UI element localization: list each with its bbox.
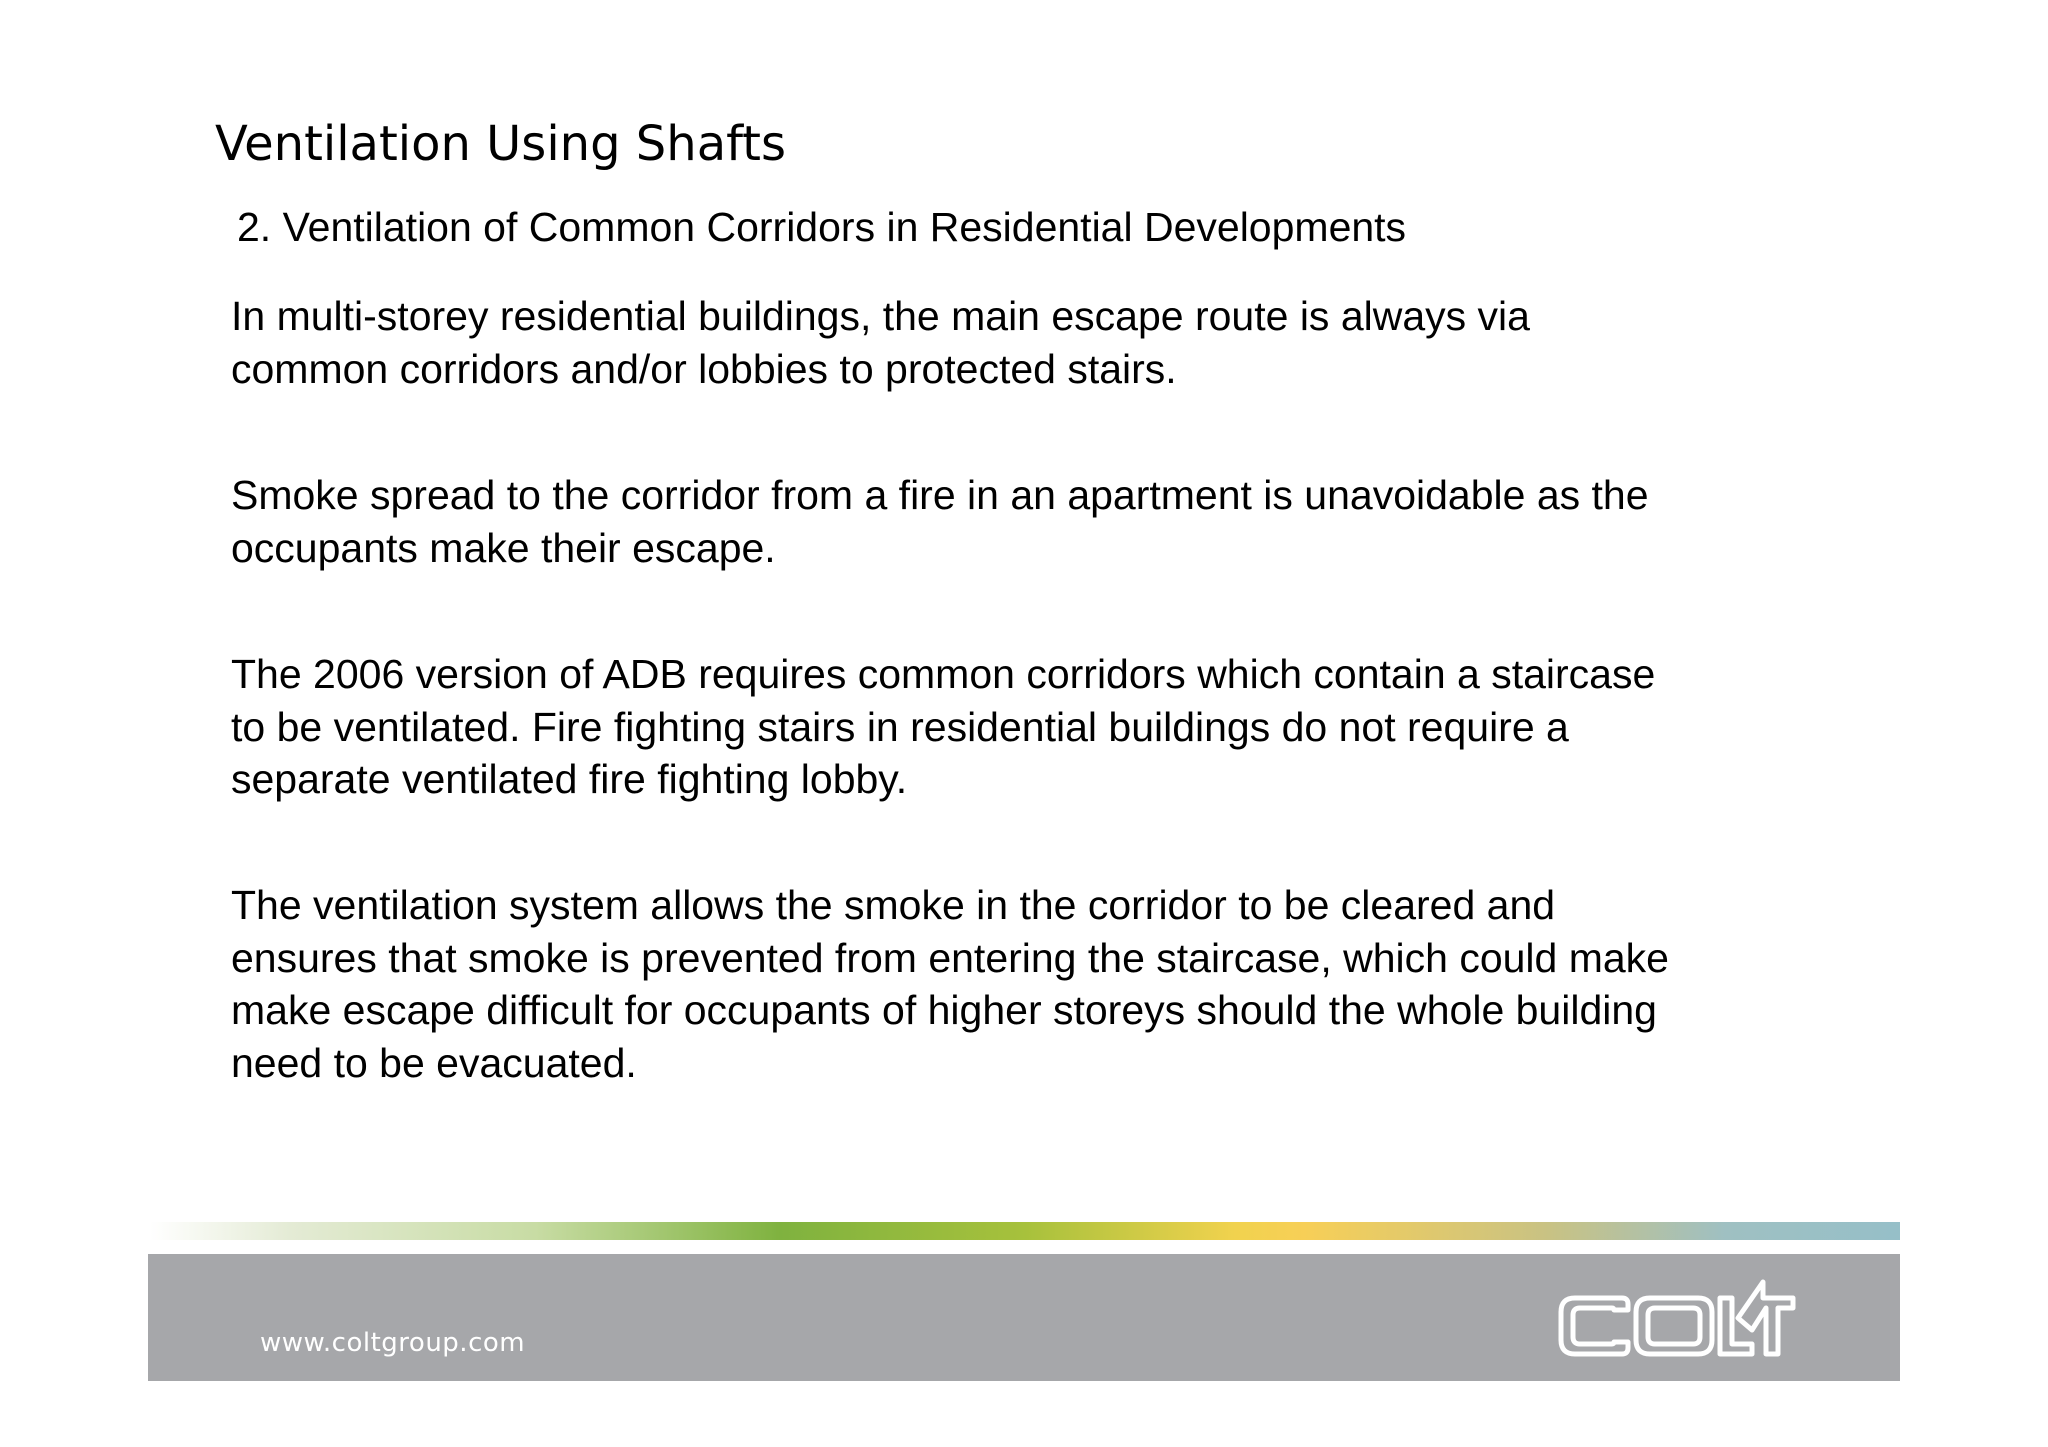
body-paragraph [231,469,1649,574]
paragraph-line: The ventilation system allows the smoke in the corridor to be cleared and [231,882,1556,928]
paragraph-line: common corridors and/or lobbies to protected stairs. [231,345,1177,392]
paragraph-line: to be ventilated. Fire fighting stairs in residential buildings do not require a [231,703,1569,750]
paragraph-line: occupants make their escape. [231,524,776,571]
body-paragraph [231,648,1655,806]
body-paragraph [231,879,1669,1089]
footer-gradient-strip [150,1222,1900,1240]
paragraph-line: need to be evacuated. [231,1039,637,1086]
paragraph-line: ensures that smoke is prevented from entering the staircase, which could make [231,934,1669,981]
paragraph-line: separate ventilated fire fighting lobby. [231,756,908,802]
paragraph-line: make escape difficult for occupants of higher storeys should the whole building [231,987,1657,1033]
colt-logo-icon [1556,1272,1798,1368]
paragraph-line: In multi-storey residential buildings, the main escape route is always via [231,293,1530,339]
footer-band [148,1254,1900,1381]
footer-url: www.coltgroup.com [260,1328,526,1358]
paragraph-line: Smoke spread to the corridor from a fire in an apartment is unavoidable as the [231,472,1649,518]
paragraph-line: The 2006 version of ADB requires common corridors which contain a staircase [231,651,1656,697]
slide-subtitle: 2. Ventilation of Common Corridors in Residential Developments [237,204,1407,250]
slide-title: Ventilation Using Shafts [215,116,786,172]
body-paragraph [231,290,1530,395]
